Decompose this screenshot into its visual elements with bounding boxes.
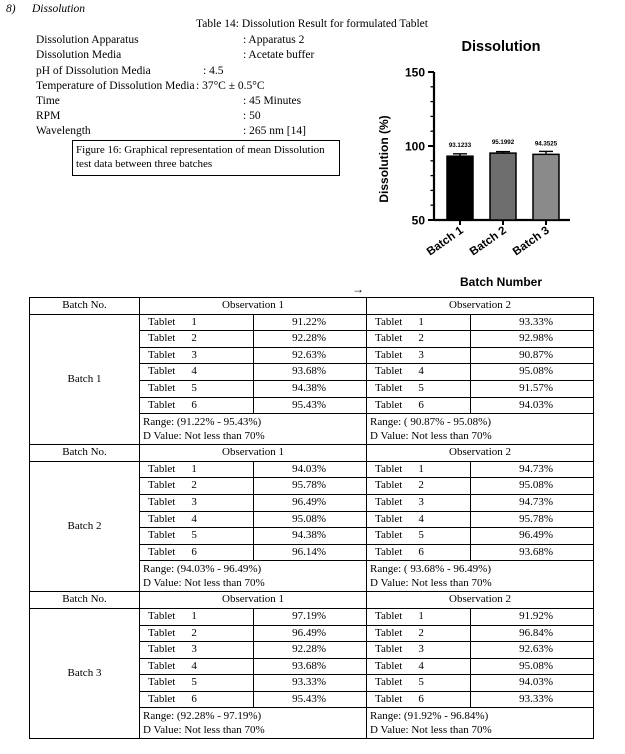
table-title: Table 14: Dissolution Result for formulated Tablet <box>196 18 428 30</box>
tablet-number: 5 <box>418 676 424 689</box>
range-text: Range: (94.03% - 96.49%) <box>143 563 262 576</box>
batch-name: Batch 2 <box>30 461 140 592</box>
tablet-number: 3 <box>418 348 424 361</box>
tablet-word: Tablet <box>375 643 403 656</box>
results-table <box>29 297 594 739</box>
param-value: : 265 nm [14] <box>243 125 306 137</box>
observation-2-value: 94.73% <box>471 461 594 478</box>
arrow-icon: → <box>352 282 364 296</box>
y-tick-label: 100 <box>404 139 425 154</box>
tablet-label <box>140 511 254 528</box>
observation-2-value: 94.03% <box>471 397 594 414</box>
tablet-word: Tablet <box>375 398 403 411</box>
tablet-label <box>140 397 254 414</box>
tablet-word: Tablet <box>148 462 176 475</box>
header-observation-1: Observation 1 <box>140 445 367 462</box>
range-text: Range: (91.22% - 95.43%) <box>143 416 262 429</box>
header-observation-1: Observation 1 <box>140 298 367 315</box>
chart-svg <box>370 30 580 292</box>
tablet-number: 6 <box>418 398 424 411</box>
tablet-word: Tablet <box>375 692 403 705</box>
tablet-number: 6 <box>418 545 424 558</box>
chart-bars <box>447 151 559 220</box>
param-label: RPM <box>36 110 61 122</box>
param-value: : 4.5 <box>203 65 224 77</box>
observation-2-value: 90.87% <box>471 347 594 364</box>
observation-1-range <box>140 561 367 592</box>
table-row <box>30 461 594 478</box>
y-tick-label: 150 <box>404 65 425 80</box>
tablet-number: 2 <box>191 626 197 639</box>
param-label: Dissolution Apparatus <box>36 34 139 46</box>
observation-1-value: 92.28% <box>254 642 367 659</box>
tablet-word: Tablet <box>148 609 176 622</box>
tablet-label <box>140 608 254 625</box>
chart-bar <box>447 156 473 220</box>
tablet-number: 1 <box>191 462 197 475</box>
tablet-label <box>367 461 471 478</box>
tablet-word: Tablet <box>375 381 403 394</box>
header-observation-2: Observation 2 <box>367 298 594 315</box>
observation-1-value: 92.63% <box>254 347 367 364</box>
observation-2-value: 93.33% <box>471 691 594 708</box>
tablet-label <box>367 608 471 625</box>
param-value: : Acetate buffer <box>243 49 315 61</box>
tablet-word: Tablet <box>148 365 176 378</box>
tablet-word: Tablet <box>148 659 176 672</box>
tablet-word: Tablet <box>375 512 403 525</box>
tablet-label <box>140 478 254 495</box>
tablet-word: Tablet <box>148 692 176 705</box>
tablet-word: Tablet <box>148 479 176 492</box>
param-label: pH of Dissolution Media <box>36 65 151 77</box>
header-batch-no: Batch No. <box>30 592 140 609</box>
tablet-word: Tablet <box>148 529 176 542</box>
tablet-number: 1 <box>191 609 197 622</box>
param-value: : 45 Minutes <box>243 95 302 107</box>
observation-2-value: 95.08% <box>471 658 594 675</box>
tablet-number: 3 <box>191 495 197 508</box>
observation-1-range <box>140 708 367 739</box>
bar-value-label: 93.1233 <box>448 142 472 150</box>
observation-1-value: 97.19% <box>254 608 367 625</box>
param-value: : Apparatus 2 <box>243 34 305 46</box>
observation-1-value: 93.33% <box>254 675 367 692</box>
chart-bar <box>490 153 516 220</box>
tablet-label <box>367 364 471 381</box>
tablet-label <box>140 314 254 331</box>
tablet-word: Tablet <box>375 676 403 689</box>
header-observation-2: Observation 2 <box>367 445 594 462</box>
tablet-label <box>140 691 254 708</box>
tablet-number: 1 <box>418 609 424 622</box>
section-heading <box>6 3 85 15</box>
observation-1-value: 96.49% <box>254 625 367 642</box>
observation-1-value: 96.49% <box>254 494 367 511</box>
observation-1-value: 94.03% <box>254 461 367 478</box>
bar-value-label: 94.3525 <box>534 140 558 148</box>
tablet-number: 3 <box>418 643 424 656</box>
observation-2-value: 96.84% <box>471 625 594 642</box>
tablet-number: 4 <box>418 659 424 672</box>
tablet-number: 3 <box>191 348 197 361</box>
tablet-word: Tablet <box>375 462 403 475</box>
d-value-text: D Value: Not less than 70% <box>143 430 265 443</box>
param-label: Temperature of Dissolution Media <box>36 80 195 92</box>
range-text: Range: (91.92% - 96.84%) <box>370 710 489 723</box>
observation-1-value: 96.14% <box>254 544 367 561</box>
tablet-word: Tablet <box>148 315 176 328</box>
observation-1-value: 93.68% <box>254 364 367 381</box>
figure-caption: Figure 16: Graphical representation of mean Dissolution test data between three batches <box>72 140 340 176</box>
observation-1-value: 91.22% <box>254 314 367 331</box>
tablet-word: Tablet <box>375 495 403 508</box>
observation-2-value: 91.92% <box>471 608 594 625</box>
tablet-label <box>140 347 254 364</box>
tablet-label <box>367 544 471 561</box>
header-batch-no: Batch No. <box>30 445 140 462</box>
tablet-number: 6 <box>418 692 424 705</box>
chart-x-axis-label: Batch Number <box>459 275 543 289</box>
observation-2-value: 95.08% <box>471 364 594 381</box>
tablet-label <box>367 347 471 364</box>
tablet-word: Tablet <box>148 332 176 345</box>
chart-title: Dissolution <box>461 39 541 55</box>
tablet-word: Tablet <box>375 479 403 492</box>
tablet-word: Tablet <box>148 398 176 411</box>
tablet-number: 4 <box>191 365 197 378</box>
observation-1-range <box>140 414 367 445</box>
tablet-label <box>367 380 471 397</box>
tablet-label <box>367 675 471 692</box>
tablet-number: 4 <box>191 512 197 525</box>
tablet-word: Tablet <box>375 545 403 558</box>
tablet-number: 6 <box>191 398 197 411</box>
tablet-word: Tablet <box>148 626 176 639</box>
tablet-label <box>140 494 254 511</box>
tablet-label <box>367 528 471 545</box>
tablet-label <box>367 658 471 675</box>
observation-2-value: 93.68% <box>471 544 594 561</box>
tablet-label <box>367 478 471 495</box>
tablet-number: 3 <box>418 495 424 508</box>
header-observation-1: Observation 1 <box>140 592 367 609</box>
tablet-label <box>140 625 254 642</box>
table-header-row <box>30 445 594 462</box>
tablet-word: Tablet <box>375 332 403 345</box>
observation-2-value: 94.73% <box>471 494 594 511</box>
chart-x-ticks <box>425 220 552 258</box>
chart-bar <box>533 154 559 220</box>
tablet-number: 2 <box>418 332 424 345</box>
tablet-label <box>140 642 254 659</box>
tablet-label <box>367 314 471 331</box>
tablet-label <box>367 642 471 659</box>
x-tick-label: Batch 2 <box>467 224 509 259</box>
param-label: Wavelength <box>36 125 91 137</box>
tablet-word: Tablet <box>148 348 176 361</box>
tablet-label <box>140 675 254 692</box>
chart-y-axis-label: Dissolution (%) <box>377 115 391 203</box>
tablet-number: 1 <box>418 462 424 475</box>
tablet-label <box>140 364 254 381</box>
param-value: : 37°C ± 0.5°C <box>196 80 265 92</box>
tablet-number: 1 <box>418 315 424 328</box>
y-tick-label: 50 <box>411 213 425 228</box>
tablet-number: 5 <box>418 381 424 394</box>
table-row <box>30 314 594 331</box>
observation-1-value: 93.68% <box>254 658 367 675</box>
tablet-word: Tablet <box>375 659 403 672</box>
tablet-number: 1 <box>191 315 197 328</box>
range-text: Range: (92.28% - 97.19%) <box>143 710 262 723</box>
tablet-label <box>367 511 471 528</box>
tablet-word: Tablet <box>375 348 403 361</box>
observation-2-range <box>367 708 594 739</box>
observation-2-value: 94.03% <box>471 675 594 692</box>
tablet-number: 3 <box>191 643 197 656</box>
observation-2-range <box>367 561 594 592</box>
range-text: Range: ( 90.87% - 95.08%) <box>370 416 491 429</box>
d-value-text: D Value: Not less than 70% <box>143 577 265 590</box>
observation-2-value: 95.78% <box>471 511 594 528</box>
tablet-number: 4 <box>418 365 424 378</box>
tablet-label <box>367 625 471 642</box>
tablet-word: Tablet <box>375 626 403 639</box>
tablet-number: 6 <box>191 545 197 558</box>
bar-value-label: 95.1992 <box>491 139 515 147</box>
tablet-number: 6 <box>191 692 197 705</box>
observation-1-value: 95.08% <box>254 511 367 528</box>
tablet-word: Tablet <box>375 529 403 542</box>
section-number: 8) <box>6 3 16 15</box>
tablet-word: Tablet <box>375 315 403 328</box>
tablet-label <box>367 494 471 511</box>
header-observation-2: Observation 2 <box>367 592 594 609</box>
observation-2-value: 91.57% <box>471 380 594 397</box>
tablet-word: Tablet <box>148 643 176 656</box>
observation-2-value: 96.49% <box>471 528 594 545</box>
dissolution-chart <box>370 30 580 292</box>
tablet-number: 2 <box>418 626 424 639</box>
table-header-row <box>30 298 594 315</box>
tablet-label <box>140 331 254 348</box>
param-label: Time <box>36 95 60 107</box>
observation-2-value: 92.98% <box>471 331 594 348</box>
tablet-label <box>140 528 254 545</box>
param-label: Dissolution Media <box>36 49 122 61</box>
tablet-number: 4 <box>418 512 424 525</box>
tablet-label <box>140 461 254 478</box>
observation-2-value: 95.08% <box>471 478 594 495</box>
tablet-number: 5 <box>418 529 424 542</box>
tablet-word: Tablet <box>375 365 403 378</box>
range-text: Range: ( 93.68% - 96.49%) <box>370 563 491 576</box>
tablet-label <box>140 544 254 561</box>
tablet-label <box>367 397 471 414</box>
tablet-label <box>140 658 254 675</box>
d-value-text: D Value: Not less than 70% <box>143 724 265 737</box>
tablet-label <box>367 331 471 348</box>
table-header-row <box>30 592 594 609</box>
d-value-text: D Value: Not less than 70% <box>370 577 492 590</box>
x-tick-label: Batch 3 <box>510 224 552 259</box>
observation-1-value: 94.38% <box>254 380 367 397</box>
observation-1-value: 94.38% <box>254 528 367 545</box>
d-value-text: D Value: Not less than 70% <box>370 724 492 737</box>
section-title: Dissolution <box>32 3 86 15</box>
tablet-number: 2 <box>191 479 197 492</box>
observation-1-value: 95.78% <box>254 478 367 495</box>
tablet-number: 5 <box>191 676 197 689</box>
tablet-label <box>140 380 254 397</box>
observation-1-value: 92.28% <box>254 331 367 348</box>
tablet-word: Tablet <box>148 545 176 558</box>
observation-2-range <box>367 414 594 445</box>
tablet-word: Tablet <box>375 609 403 622</box>
tablet-number: 2 <box>191 332 197 345</box>
observation-2-value: 93.33% <box>471 314 594 331</box>
observation-1-value: 95.43% <box>254 691 367 708</box>
header-batch-no: Batch No. <box>30 298 140 315</box>
observation-2-value: 92.63% <box>471 642 594 659</box>
tablet-number: 5 <box>191 381 197 394</box>
batch-name: Batch 3 <box>30 608 140 739</box>
tablet-word: Tablet <box>148 676 176 689</box>
observation-1-value: 95.43% <box>254 397 367 414</box>
tablet-number: 2 <box>418 479 424 492</box>
tablet-word: Tablet <box>148 495 176 508</box>
x-tick-label: Batch 1 <box>424 224 466 259</box>
param-value: : 50 <box>243 110 261 122</box>
d-value-text: D Value: Not less than 70% <box>370 430 492 443</box>
tablet-number: 5 <box>191 529 197 542</box>
tablet-number: 4 <box>191 659 197 672</box>
batch-name: Batch 1 <box>30 314 140 445</box>
tablet-label <box>367 691 471 708</box>
table-row <box>30 608 594 625</box>
tablet-word: Tablet <box>148 512 176 525</box>
chart-data-labels <box>449 139 558 149</box>
tablet-word: Tablet <box>148 381 176 394</box>
